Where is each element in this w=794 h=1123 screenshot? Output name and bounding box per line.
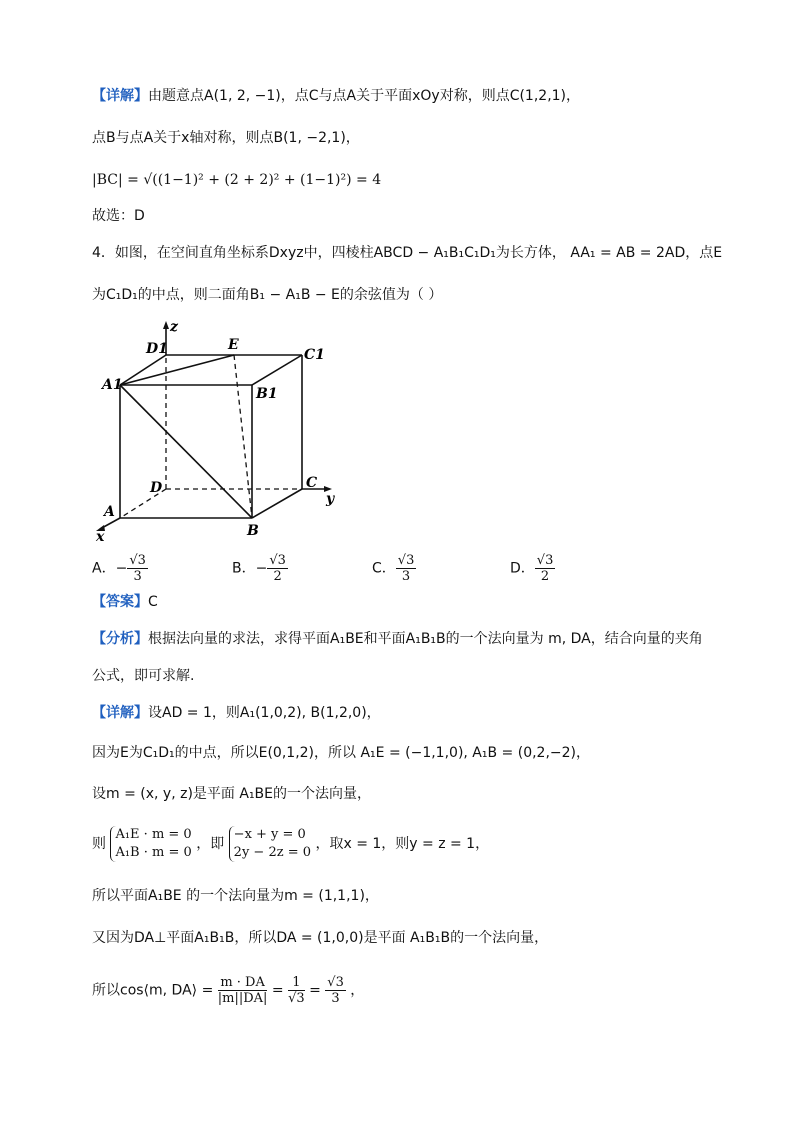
option-b[interactable] — [232, 553, 288, 584]
detail2-line-5: 所以平面A₁BE 的一个法向量为m = (1,1,1)， — [92, 888, 379, 904]
detail2-text: 设AD = 1，则A₁(1,0,2), B(1,2,0)， — [148, 705, 381, 721]
option-c-den: 3 — [401, 569, 411, 584]
then-text: 则 — [92, 836, 106, 852]
answer-tag: 【答案】 — [92, 594, 148, 610]
analysis-text: 根据法向量的求法，求得平面A₁BE和平面A₁B₁B的一个法向量为 m, DA，结合向量的夹角 — [148, 631, 703, 647]
point-b-text: 点B与点A关于x轴对称，则点B(1, −2,1)， — [92, 130, 360, 146]
fraction-3 — [325, 975, 346, 1006]
point-e-label: E — [228, 337, 239, 353]
detail-line-2 — [92, 128, 360, 148]
fraction-2-num: 1 — [288, 975, 305, 991]
vector-eq-1: A₁E · m = 0 — [115, 827, 192, 842]
cos-text: 所以cos⟨m, DA⟩ = — [92, 982, 214, 999]
option-b-sign: − — [255, 560, 268, 577]
question-line-1: 4．如图，在空间直角坐标系Dxyz中，四棱柱ABCD − A₁B₁C₁D₁为长方体， AA₁ = AB = 2AD，点E — [92, 245, 723, 261]
equals-2: = — [309, 982, 321, 999]
cuboid-figure — [90, 315, 350, 545]
fraction-1 — [218, 975, 268, 1006]
point-c-label: C — [306, 475, 318, 491]
option-b-num: √3 — [269, 553, 286, 568]
point-b1-label: B1 — [256, 386, 278, 402]
detail-line-1 — [92, 86, 580, 106]
detail2-line-1 — [92, 703, 381, 723]
option-c[interactable] — [372, 553, 416, 584]
answer-value: C — [148, 594, 158, 610]
distance-formula: |BC| = √((1−1)² + (2 + 2)² + (1−1)²) = 4 — [92, 172, 382, 188]
axis-y-label: y — [326, 491, 335, 507]
option-a[interactable] — [92, 553, 148, 584]
analysis-line-1 — [92, 629, 703, 649]
point-c1-label: C1 — [304, 347, 325, 363]
detail2-line-2: 因为E为C₁D₁的中点，所以E(0,1,2)，所以 A₁E = (−1,1,0), A₁B = (0,2,−2)， — [92, 745, 591, 761]
option-a-sign: − — [115, 560, 128, 577]
equation-system — [229, 826, 311, 862]
point-b-label: B — [247, 523, 259, 539]
option-c-letter: C． — [372, 560, 396, 577]
vector-eq-2: A₁B · m = 0 — [115, 845, 192, 860]
option-a-num: √3 — [129, 553, 146, 568]
point-a-label: A — [104, 504, 115, 520]
eq-2: 2y − 2z = 0 — [233, 845, 311, 860]
fraction-1-num: m · DA — [218, 975, 268, 991]
fraction-3-num: √3 — [327, 975, 344, 990]
option-c-num: √3 — [397, 553, 415, 568]
axis-z-label: z — [170, 319, 178, 335]
detail2-line-6: 又因为DA⊥平面A₁B₁B，所以DA = (1,0,0)是平面 A₁B₁B的一个法向量， — [92, 930, 549, 946]
option-a-den: 3 — [133, 569, 142, 584]
choice-line: 故选：D — [92, 208, 145, 224]
option-b-letter: B． — [232, 560, 256, 577]
fraction-2-den: √3 — [288, 991, 305, 1006]
detail-tag: 【详解】 — [92, 88, 148, 104]
option-d-letter: D． — [510, 560, 535, 577]
analysis-tag: 【分析】 — [92, 631, 148, 647]
option-d-num: √3 — [536, 553, 554, 568]
detail2-line-4 — [92, 826, 489, 862]
option-a-letter: A． — [92, 560, 116, 577]
detail2-tag: 【详解】 — [92, 705, 148, 721]
point-d-label: D — [150, 480, 163, 496]
option-b-den: 2 — [273, 569, 282, 584]
namely-text: ，即 — [196, 836, 225, 852]
take-text: ，取x = 1，则y = z = 1， — [315, 836, 490, 852]
answer-line — [92, 592, 158, 612]
question-line-2: 为C₁D₁的中点，则二面角B₁ − A₁B − E的余弦值为（ ） — [92, 287, 443, 303]
detail2-line-3: 设m = (x, y, z)是平面 A₁BE的一个法向量， — [92, 786, 372, 802]
axis-x-label: x — [96, 529, 105, 545]
option-d-den: 2 — [540, 569, 550, 584]
fraction-2 — [288, 975, 305, 1006]
eq-1: −x + y = 0 — [233, 827, 306, 842]
point-a1-label: A1 — [102, 377, 123, 393]
equals-1: = — [271, 982, 284, 999]
point-d1-label: D1 — [146, 341, 168, 357]
analysis-line-2: 公式，即可求解. — [92, 668, 195, 684]
vector-system — [110, 826, 191, 862]
detail2-line-7 — [92, 975, 364, 1006]
option-d[interactable] — [510, 553, 555, 584]
trailing-comma: ， — [350, 982, 365, 999]
detail-text: 由题意点A(1, 2, −1)，点C与点A关于平面xOy对称，则点C(1,2,1)， — [148, 88, 581, 104]
fraction-3-den: 3 — [331, 991, 340, 1006]
fraction-1-den: |m||DA| — [217, 991, 268, 1006]
